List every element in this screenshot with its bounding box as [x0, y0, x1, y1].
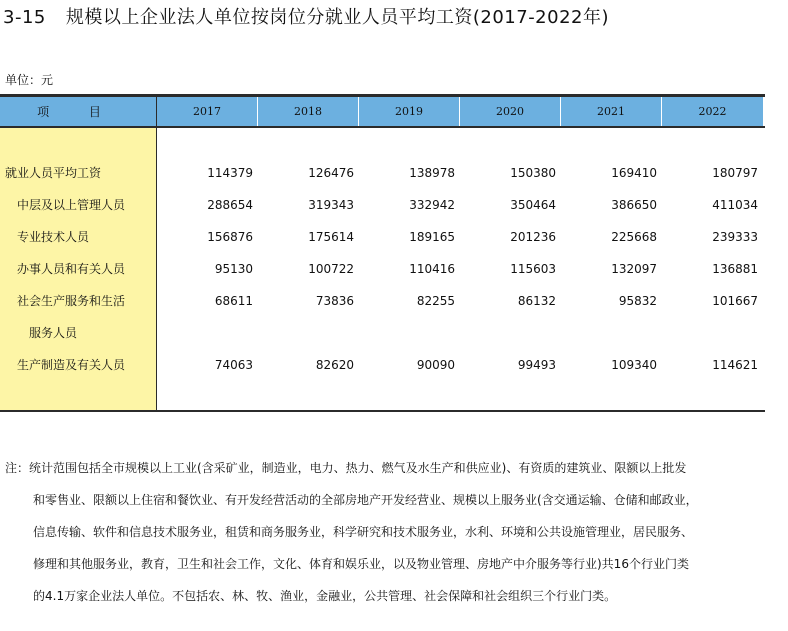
- table-cell: [460, 323, 561, 343]
- item-column-header: 项 目: [0, 97, 157, 126]
- table-title: [3, 6, 609, 30]
- footnote-line: 和零售业、限额以上住宿和餐饮业、有开发经营活动的全部房地产开发经营业、规模以上服务业(含交通运输、仓储和邮政业，: [33, 493, 698, 507]
- year-column-header: 2021: [561, 97, 662, 126]
- table-cell: 332942: [409, 198, 455, 212]
- table-cell: 411034: [712, 198, 758, 212]
- row-label: 中层及以上管理人员: [17, 198, 126, 212]
- row-label: 就业人员平均工资: [5, 166, 102, 180]
- row-label: 专业技术人员: [17, 230, 90, 244]
- table-cell: 68611: [214, 294, 253, 308]
- table-row: [0, 259, 765, 279]
- table-cell: [258, 323, 359, 343]
- footnote-line: 信息传输、软件和信息技术服务业，租赁和商务服务业，科学研究和技术服务业，水利、环境和公共设施管理业，居民服务、: [33, 525, 694, 539]
- row-label: 服务人员: [29, 326, 78, 340]
- unit-label: 单位：元: [5, 73, 54, 87]
- table-row: [0, 291, 765, 311]
- table-header-row: [0, 97, 765, 128]
- table-cell: 73836: [315, 294, 354, 308]
- table-cell: 109340: [611, 358, 657, 372]
- table-row: [0, 195, 765, 215]
- year-column-header: 2017: [157, 97, 258, 126]
- table-row: [0, 163, 765, 183]
- year-column-header: 2020: [460, 97, 561, 126]
- table-cell: 138978: [409, 166, 455, 180]
- table-cell: 169410: [611, 166, 657, 180]
- table-bottom-rule: [0, 410, 765, 412]
- table-cell: 95832: [618, 294, 657, 308]
- data-table: [0, 94, 765, 412]
- table-cell: 114379: [207, 166, 253, 180]
- table-cell: 132097: [611, 262, 657, 276]
- table-cell: 386650: [611, 198, 657, 212]
- footnote-line: 的4.1万家企业法人单位。不包括农、林、牧、渔业，金融业，公共管理、社会保障和社会组织三个行业门类。: [33, 589, 617, 603]
- table-cell: 82255: [416, 294, 455, 308]
- row-label: 办事人员和有关人员: [17, 262, 126, 276]
- table-cell: 175614: [308, 230, 354, 244]
- year-column-header: 2022: [662, 97, 763, 126]
- table-cell: 136881: [712, 262, 758, 276]
- table-number: 3-15: [3, 7, 46, 28]
- table-footnote: [5, 452, 775, 612]
- table-cell: 100722: [308, 262, 354, 276]
- year-column-header: 2018: [258, 97, 359, 126]
- table-cell: 90090: [416, 358, 455, 372]
- table-cell: 82620: [315, 358, 354, 372]
- table-cell: 101667: [712, 294, 758, 308]
- table-cell: 126476: [308, 166, 354, 180]
- table-cell: 110416: [409, 262, 455, 276]
- table-cell: 319343: [308, 198, 354, 212]
- table-cell: 201236: [510, 230, 556, 244]
- table-cell: 239333: [712, 230, 758, 244]
- table-cell: 288654: [207, 198, 253, 212]
- table-cell: 74063: [214, 358, 253, 372]
- table-cell: 225668: [611, 230, 657, 244]
- table-cell: [359, 323, 460, 343]
- footnote-line: 注：统计范围包括全市规模以上工业(含采矿业，制造业，电力、热力、燃气及水生产和供应业)、有资质的建筑业、限额以上批发: [5, 461, 687, 475]
- table-cell: 115603: [510, 262, 556, 276]
- table-row: [0, 323, 765, 343]
- table-cell: [157, 323, 258, 343]
- footnote-line: 修理和其他服务业，教育，卫生和社会工作，文化、体育和娱乐业，以及物业管理、房地产中介服务等行业)共16个行业门类: [33, 557, 689, 571]
- table-cell: 156876: [207, 230, 253, 244]
- table-title-text: 规模以上企业法人单位按岗位分就业人员平均工资(2017-2022年): [65, 7, 610, 28]
- table-cell: 150380: [510, 166, 556, 180]
- year-column-header: 2019: [359, 97, 460, 126]
- row-label: 生产制造及有关人员: [17, 358, 126, 372]
- table-cell: 350464: [510, 198, 556, 212]
- table-cell: 189165: [409, 230, 455, 244]
- table-cell: 114621: [712, 358, 758, 372]
- table-row: [0, 227, 765, 247]
- table-cell: 86132: [517, 294, 556, 308]
- table-cell: [561, 323, 662, 343]
- table-cell: 180797: [712, 166, 758, 180]
- table-cell: [662, 323, 763, 343]
- row-label: 社会生产服务和生活: [17, 294, 126, 308]
- table-cell: 99493: [517, 358, 556, 372]
- table-row: [0, 355, 765, 375]
- table-cell: 95130: [214, 262, 253, 276]
